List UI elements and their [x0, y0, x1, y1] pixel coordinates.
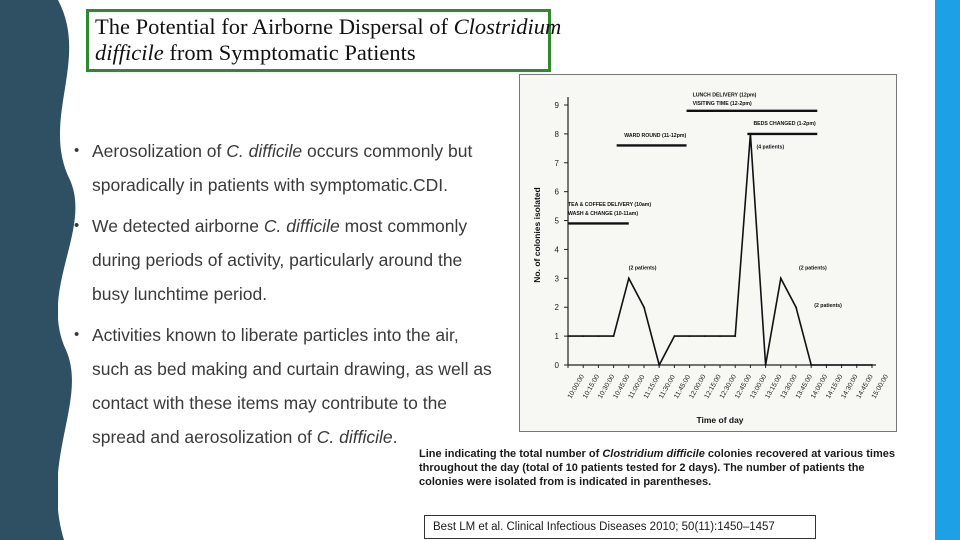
x-tick-label: 15:00:00 [870, 373, 890, 400]
data-point [674, 335, 676, 337]
y-tick-label: 8 [554, 129, 559, 139]
data-point [643, 306, 645, 308]
x-tick-label: 14:15:00 [825, 373, 845, 400]
data-point [719, 335, 721, 337]
chart-annotation: (2 patients) [799, 265, 827, 272]
data-point [841, 364, 843, 366]
x-tick-label: 11:30:00 [657, 374, 677, 400]
y-tick-label: 5 [554, 216, 559, 226]
figure-caption: Line indicating the total number of Clostridium difficile colonies recovered at various times throughout the day (total of 10 patients tested for 2 days). The number of patients the colonies were isolated from is indicated in parentheses. [419, 448, 895, 488]
chart-annotation: VISITING TIME (12-2pm) [692, 101, 752, 107]
x-tick-label: 10:00:00 [566, 373, 586, 400]
x-tick-label: 14:45:00 [855, 373, 875, 400]
data-point [658, 364, 660, 366]
chart-annotation: (2 patients) [814, 303, 842, 310]
x-tick-label: 14:00:00 [809, 373, 830, 400]
data-point [795, 306, 797, 308]
y-tick-label: 1 [554, 332, 559, 342]
y-tick-label: 0 [554, 361, 559, 370]
x-axis-label: Time of day [696, 415, 744, 425]
x-tick-label: 11:45:00 [673, 374, 693, 400]
chart-annotation: TEA & COFFEE DELIVERY (10am) [568, 202, 652, 209]
bullet-list [72, 134, 492, 461]
x-tick-label: 12:30:00 [718, 373, 738, 400]
x-tick-label: 12:15:00 [703, 373, 723, 400]
data-point [613, 335, 615, 337]
x-tick-label: 10:15:00 [581, 373, 602, 400]
x-tick-label: 13:45:00 [794, 373, 814, 400]
data-point [780, 277, 782, 279]
y-tick-label: 6 [554, 187, 559, 197]
title-line-1: The Potential for Airborne Dispersal of Clostridium [95, 14, 562, 39]
bullet-item: • Activities known to liberate particles into the air, such as bed making and curtain drawing, as well as contact with these items may contribute to the spread and aerosolization of C. difficile. [72, 318, 492, 454]
data-point [810, 364, 812, 366]
slide-title [86, 9, 562, 72]
y-tick-label: 4 [554, 245, 559, 255]
data-point [826, 364, 828, 366]
x-tick-label: 13:00:00 [749, 373, 769, 400]
data-point [689, 335, 691, 337]
title-line-2: difficile from Symptomatic Patients [95, 40, 416, 65]
data-point [704, 335, 706, 337]
data-point [856, 364, 858, 366]
x-tick-label: 12:45:00 [733, 373, 754, 400]
y-tick-label: 2 [554, 303, 559, 313]
x-tick-label: 11:00:00 [627, 374, 647, 400]
data-point [765, 364, 767, 366]
data-point [598, 335, 600, 337]
chart-annotation: BEDS CHANGED (1-2pm) [753, 121, 816, 128]
citation-box: Best LM et al. Clinical Infectious Diseases 2010; 50(11):1450–1457 [424, 515, 816, 539]
x-tick-label: 10:45:00 [612, 373, 632, 400]
bullet-item: • Aerosolization of C. difficile occurs commonly but sporadically in patients with symptomatic.CDI. [72, 134, 492, 202]
chart-annotation: (4 patients) [756, 144, 785, 151]
data-point [582, 335, 584, 337]
chart-annotation: WASH & CHANGE (10-11am) [568, 210, 639, 217]
x-tick-label: 10:30:00 [597, 373, 617, 400]
data-point [628, 277, 630, 279]
x-tick-label: 12:00:00 [688, 373, 708, 400]
colony-line-chart [520, 75, 898, 433]
chart-annotation: WARD ROUND (11-12pm) [624, 132, 687, 139]
x-tick-label: 11:15:00 [642, 374, 662, 400]
chart-annotation: (2 patients) [628, 265, 657, 272]
x-tick-label: 13:15:00 [764, 373, 784, 400]
y-axis-label: No. of colonies isolated [532, 187, 542, 283]
x-tick-label: 13:30:00 [779, 373, 799, 400]
y-tick-label: 3 [554, 274, 559, 284]
chart-annotation: LUNCH DELIVERY (12pm) [692, 92, 757, 99]
bullet-item: • We detected airborne C. difficile most commonly during periods of activity, particularly around the busy lunchtime period. [72, 209, 492, 311]
right-accent-strip [935, 0, 960, 540]
y-tick-label: 7 [554, 158, 559, 168]
data-point [567, 335, 569, 337]
series-line [568, 134, 872, 365]
y-tick-label: 9 [554, 101, 559, 110]
data-point [734, 335, 736, 337]
colony-chart-figure [519, 74, 897, 432]
data-point [871, 364, 873, 366]
x-tick-label: 14:30:00 [840, 373, 860, 400]
